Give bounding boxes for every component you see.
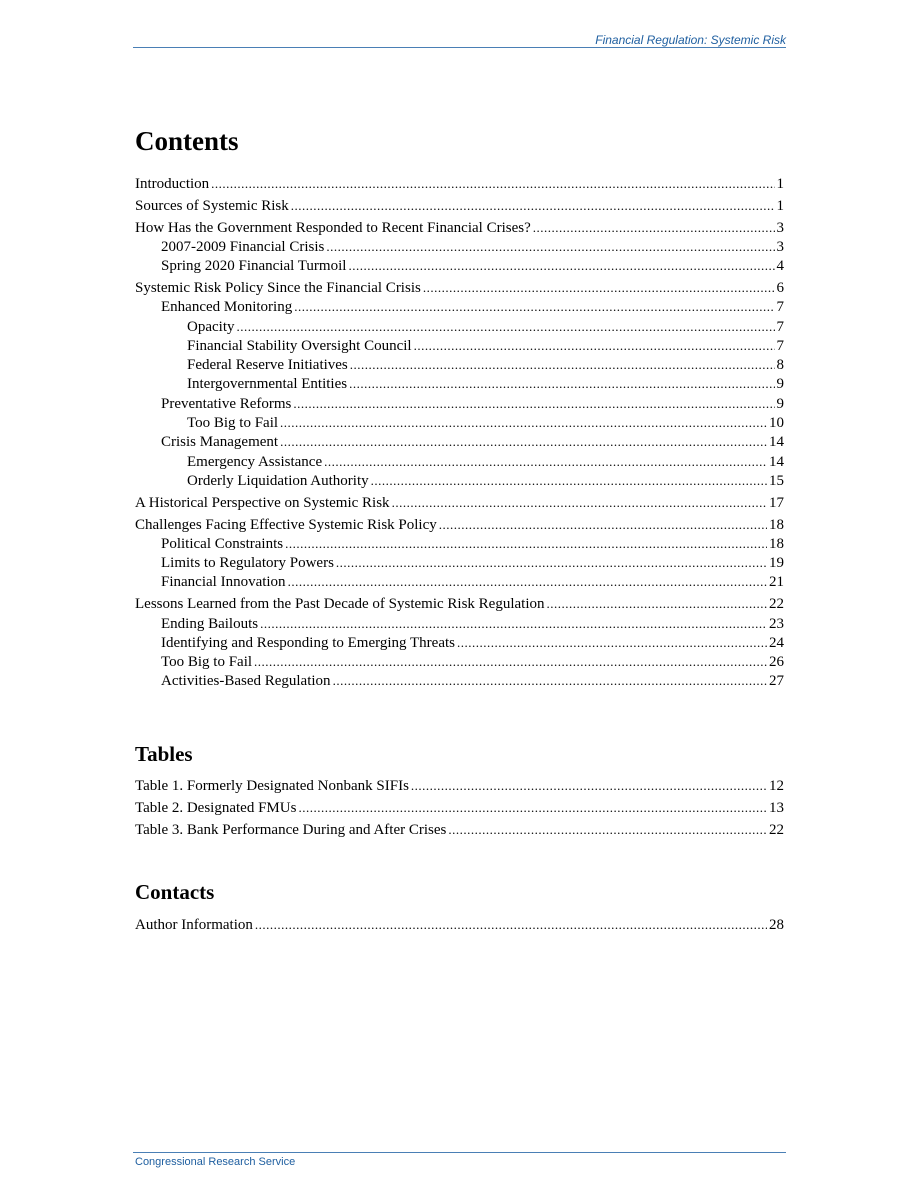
dot-leader [533,218,775,237]
toc-entry-label: Crisis Management [161,434,279,451]
toc-entry-page: 6 [776,279,784,296]
toc-entry-page: 24 [769,634,784,651]
toc-entry-label: Enhanced Monitoring [161,299,293,316]
toc-entry-page: 28 [769,917,784,933]
toc-entry-label: Table 1. Formerly Designated Nonbank SIFIs [135,778,409,794]
toc-entry-label: Opacity [187,318,235,335]
toc-entry-page: 10 [769,415,784,432]
toc-entry-page: 1 [776,197,784,214]
toc-entry-label: Financial Stability Oversight Council [187,337,412,354]
toc-entry-page: 21 [769,574,784,591]
dot-leader [439,515,767,534]
tables-heading: Tables [135,742,193,766]
toc-entry-page: 14 [769,434,784,451]
toc-entry[interactable] [135,471,784,490]
toc-entry-label: Limits to Regulatory Powers [161,555,334,572]
dot-leader [350,355,775,374]
toc-entry-page: 26 [769,654,784,671]
toc-entry-label: Systemic Risk Policy Since the Financial Crisis [135,279,421,296]
toc-entry-label: Too Big to Fail [187,415,279,432]
toc-entry-page: 7 [776,337,784,354]
running-header: Financial Regulation: Systemic Risk [595,33,786,47]
toc-entry-page: 3 [776,238,784,255]
toc-entry[interactable] [135,256,784,275]
toc-entry-label: Table 2. Designated FMUs [135,799,297,816]
dot-leader [448,820,767,839]
dot-leader [260,614,767,633]
toc-entry[interactable] [135,633,784,652]
toc-entry-page: 9 [776,376,784,393]
toc-entry-page: 17 [769,494,784,511]
toc-entry[interactable] [135,432,784,451]
toc-entry[interactable] [135,534,784,553]
toc-entry[interactable] [135,671,784,690]
toc-entry-label: Financial Innovation [161,574,286,591]
toc-entry-page: 1 [776,176,784,192]
dot-leader [255,915,767,934]
contacts-list [135,915,784,934]
toc-entry-page: 12 [769,778,784,794]
toc-entry[interactable] [135,652,784,671]
toc-entry-label: Too Big to Fail [161,654,253,671]
dot-leader [280,413,767,432]
dot-leader [411,776,767,795]
toc-entry-page: 9 [776,395,784,412]
toc-entry-page: 15 [769,472,784,489]
toc-entry-label: Intergovernmental Entities [187,376,348,393]
dot-leader [236,317,774,336]
toc-entry[interactable] [135,452,784,471]
dot-leader [254,652,767,671]
dot-leader [336,553,767,572]
contacts-heading: Contacts [135,880,215,904]
toc-entry-page: 22 [769,596,784,613]
toc-entry-label: Introduction [135,176,210,192]
dot-leader [293,394,774,413]
toc-entry-page: 19 [769,555,784,572]
toc-entry-label: Preventative Reforms [161,395,292,412]
dot-leader [294,297,774,316]
dot-leader [348,256,774,275]
toc-entry[interactable] [135,317,784,336]
dot-leader [280,432,767,451]
toc-entry[interactable] [135,614,784,633]
dot-leader [291,196,775,215]
toc-entry[interactable] [135,493,784,512]
toc-entry-page: 8 [776,357,784,374]
toc-entry[interactable] [135,297,784,316]
footer-rule [133,1152,786,1153]
dot-leader [324,452,767,471]
toc-entry[interactable] [135,174,784,193]
toc-entry-page: 18 [769,535,784,552]
toc-entry-page: 7 [776,299,784,316]
dot-leader [392,493,767,512]
toc-entry-label: How Has the Government Responded to Recent Financial Crises? [135,219,531,236]
toc-entry-label: 2007-2009 Financial Crisis [161,238,325,255]
toc-entry-page: 18 [769,516,784,533]
dot-leader [285,534,767,553]
toc-entry-label: Author Information [135,917,253,933]
dot-leader [298,798,767,817]
toc-entry[interactable] [135,237,784,256]
dot-leader [423,278,775,297]
toc-entry-label: Lessons Learned from the Past Decade of Systemic Risk Regulation [135,596,545,613]
dot-leader [349,374,774,393]
toc-entry[interactable] [135,278,784,297]
toc-entry[interactable] [135,594,784,613]
toc-entry-label: Table 3. Bank Performance During and After Crises [135,821,447,838]
toc-entry-label: Sources of Systemic Risk [135,197,289,214]
dot-leader [457,633,767,652]
dot-leader [333,671,767,690]
toc-entry[interactable] [135,355,784,374]
toc-entry-label: Ending Bailouts [161,615,259,632]
toc-entry-page: 4 [776,258,784,275]
toc-entry[interactable] [135,196,784,215]
contents-list [135,174,784,691]
toc-entry-label: Emergency Assistance [187,453,323,470]
toc-entry-label: Identifying and Responding to Emerging Threats [161,634,455,651]
toc-entry[interactable] [135,218,784,237]
contents-heading: Contents [135,126,239,156]
toc-entry-label: Spring 2020 Financial Turmoil [161,258,347,275]
toc-entry-page: 23 [769,615,784,632]
toc-entry[interactable] [135,413,784,432]
dot-leader [547,594,768,613]
toc-entry[interactable] [135,394,784,413]
toc-entry[interactable] [135,798,784,817]
toc-entry-label: A Historical Perspective on Systemic Risk [135,494,390,511]
toc-entry-page: 3 [776,219,784,236]
dot-leader [326,237,774,256]
toc-entry[interactable] [135,515,784,534]
toc-entry-label: Federal Reserve Initiatives [187,357,348,374]
toc-entry[interactable] [135,776,784,795]
dot-leader [211,174,774,193]
toc-entry-label: Orderly Liquidation Authority [187,472,369,489]
toc-entry[interactable] [135,374,784,393]
toc-entry[interactable] [135,336,784,355]
toc-entry[interactable] [135,820,784,839]
dot-leader [288,572,767,591]
header-rule [133,47,786,48]
dot-leader [371,471,767,490]
toc-entry[interactable] [135,572,784,591]
toc-entry-page: 27 [769,673,784,690]
toc-entry-page: 14 [769,453,784,470]
dot-leader [414,336,775,355]
toc-entry-page: 7 [776,318,784,335]
running-footer: Congressional Research Service [135,1156,296,1168]
toc-entry[interactable] [135,915,784,934]
toc-entry[interactable] [135,553,784,572]
toc-entry-page: 13 [769,799,784,816]
toc-entry-label: Challenges Facing Effective Systemic Risk Policy [135,516,437,533]
toc-entry-label: Political Constraints [161,535,284,552]
toc-entry-page: 22 [769,821,784,838]
toc-entry-label: Activities-Based Regulation [161,673,331,690]
tables-list [135,776,784,839]
